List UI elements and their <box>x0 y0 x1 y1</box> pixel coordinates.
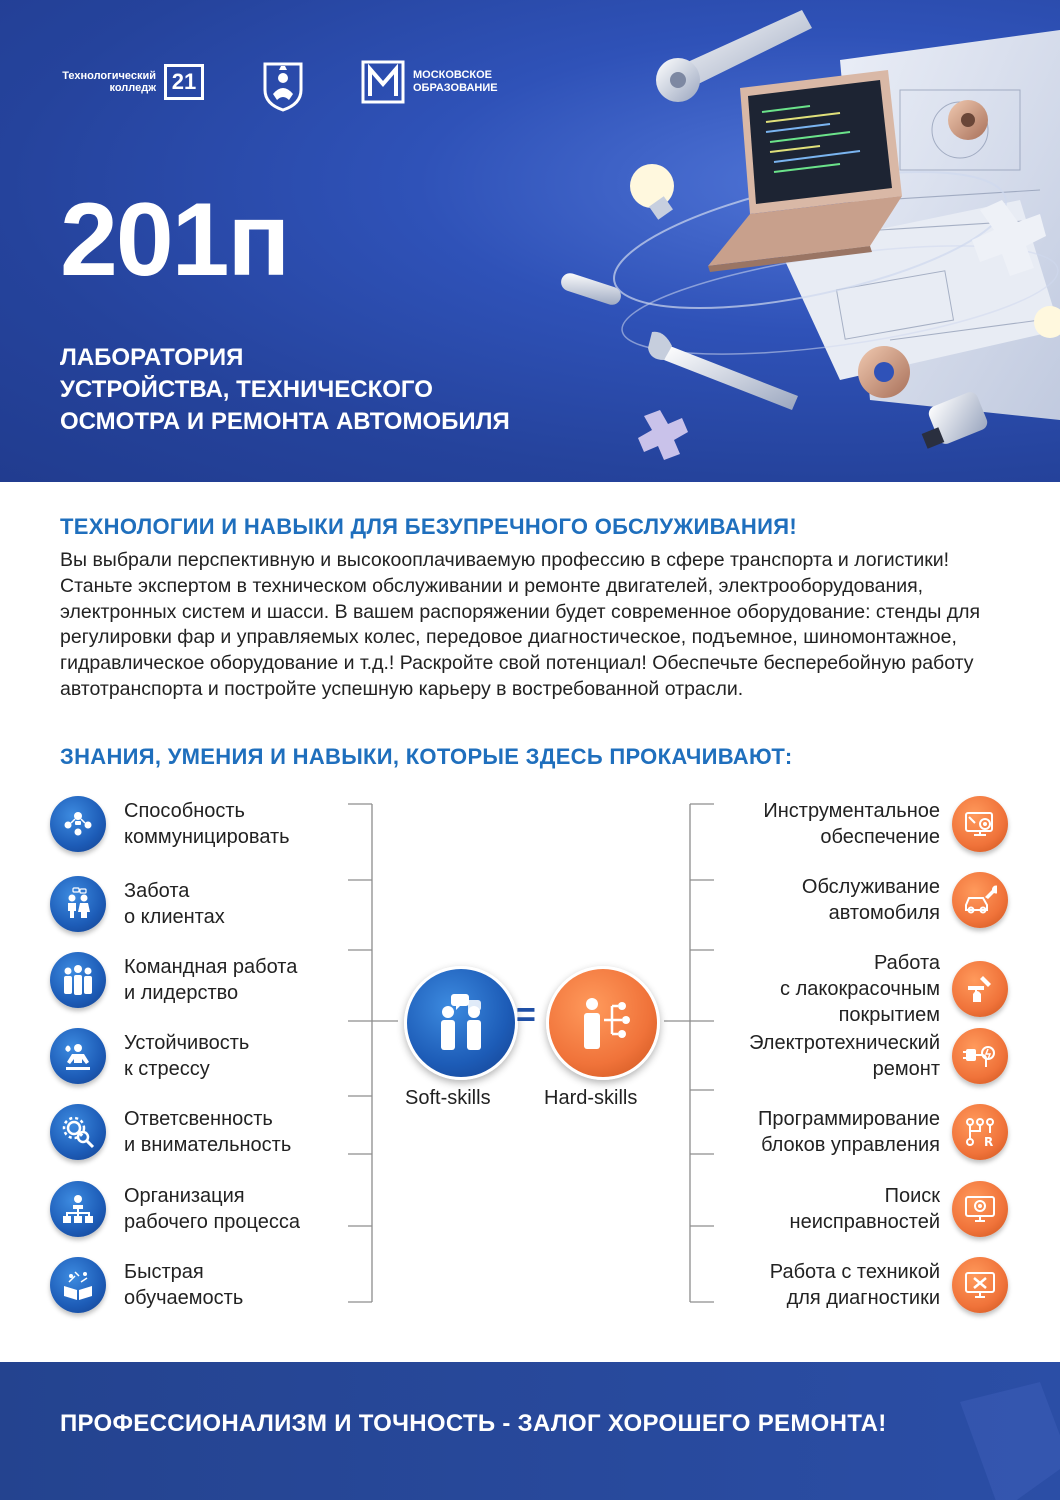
soft-skill-label: рабочего процесса <box>124 1211 301 1233</box>
hard-skill-label: ремонт <box>872 1058 940 1080</box>
hard-skill-item <box>680 950 1008 1028</box>
equals-sign: = <box>516 996 536 1034</box>
footer-banner <box>0 1362 1060 1500</box>
hard-skill-label: обеспечение <box>820 826 940 848</box>
soft-skill-label: и лидерство <box>124 982 239 1004</box>
adjustable-wrench-icon <box>648 332 798 410</box>
svg-text:R: R <box>984 1135 994 1149</box>
lab-title-line: ОСМОТРА И РЕМОНТА АВТОМОБИЛЯ <box>60 408 510 435</box>
soft-skill-item <box>50 1104 354 1160</box>
hard-skill-item <box>680 1104 1008 1160</box>
footer-slogan: ПРОФЕССИОНАЛИЗМ И ТОЧНОСТЬ - ЗАЛОГ ХОРОШЕГО РЕМОНТА! <box>60 1410 887 1437</box>
hard-skill-label: блоков управления <box>761 1134 940 1156</box>
soft-skills-label: Soft-skills <box>405 1087 491 1109</box>
teamwork-icon <box>50 952 106 1008</box>
hard-skill-label: Работа с техникой <box>769 1261 940 1283</box>
soft-skill-label: Забота <box>124 880 190 902</box>
soft-skill-label: Организация <box>124 1185 245 1207</box>
hard-skill-label: автомобиля <box>828 902 940 924</box>
soft-skill-label: о клиентах <box>124 906 225 928</box>
hard-skill-label: Обслуживание <box>801 876 940 898</box>
hard-skills-label: Hard-skills <box>544 1087 638 1109</box>
car-service-wrench-icon <box>952 872 1008 928</box>
college-logo <box>60 64 204 100</box>
soft-skill-label: к стрессу <box>124 1058 210 1080</box>
soft-skill-label: Быстрая <box>124 1261 204 1283</box>
lab-title-line: ЛАБОРАТОРИЯ <box>60 344 244 371</box>
footer-decoration-shape <box>940 1382 1060 1500</box>
communication-icon <box>50 796 106 852</box>
soft-skill-label: обучаемость <box>124 1287 244 1309</box>
lab-title-line: УСТРОЙСТВА, ТЕХНИЧЕСКОГО <box>60 376 433 403</box>
hard-skill-label: Программирование <box>758 1108 940 1130</box>
soft-skill-item <box>50 876 354 932</box>
hard-skill-item <box>680 796 1008 852</box>
soft-skill-item <box>50 1028 354 1084</box>
fast-learning-book-icon <box>50 1257 106 1313</box>
drill-bit-icon <box>948 100 988 140</box>
diagnostic-equipment-icon <box>952 1257 1008 1313</box>
washer-icon <box>858 346 910 398</box>
meditation-stress-icon <box>50 1028 106 1084</box>
hard-skill-label: неисправностей <box>789 1211 940 1233</box>
gears-magnifier-icon <box>50 1104 106 1160</box>
hard-skill-label: с лакокрасочным <box>780 978 940 1000</box>
soft-skill-label: Способность <box>124 800 245 822</box>
fault-search-monitor-icon <box>952 1181 1008 1237</box>
intro-title: ТЕХНОЛОГИИ И НАВЫКИ ДЛЯ БЕЗУПРЕЧНОГО ОБСЛУЖИВАНИЯ! <box>60 514 797 539</box>
soft-skill-label: Ответсвенность <box>124 1108 273 1130</box>
college-logo-text: Технологический колледж <box>62 70 156 94</box>
control-unit-circuit-icon <box>952 1104 1008 1160</box>
header-banner <box>0 0 1060 482</box>
hard-skills-circle-icon <box>546 966 660 1080</box>
light-bulb-icon <box>630 164 674 220</box>
paint-coating-icon <box>952 961 1008 1017</box>
skills-title: ЗНАНИЯ, УМЕНИЯ И НАВЫКИ, КОТОРЫЕ ЗДЕСЬ ПРОКАЧИВАЮТ: <box>60 744 793 769</box>
intro-text: Вы выбрали перспективную и высокооплачиваемую профессию в сфере транспорта и логистики! Станьте экспертом в техническом обслуживании и ремонте двигателей, электрооборудования, электронных систем и шасси. В вашем распоряжении будет современное оборудование: стенды для регулировки фар и управляемых колес, передовое диагностическое, подъемное, шиномонтажное, гидравлическое оборудование и т.д.! Раскройте свой потенциал! Обеспечьте бесперебойную работу автотранспорта и постройте успешную карьеру в востребованной отрасли. <box>60 549 981 700</box>
soft-skill-label: и внимательность <box>124 1134 292 1156</box>
moscow-education-icon <box>361 60 405 104</box>
soft-skill-label: коммуницировать <box>124 826 290 848</box>
hard-skill-label: покрытием <box>838 1004 940 1026</box>
moscow-education-logo <box>361 60 503 104</box>
soft-skill-item <box>50 796 354 852</box>
moscow-education-text: МОСКОВСКОЕ ОБРАЗОВАНИЕ <box>413 69 498 94</box>
soft-skill-label: Устойчивость <box>124 1032 250 1054</box>
hard-skill-label: для диагностики <box>786 1287 940 1309</box>
hard-skill-label: Электротехнический <box>749 1032 940 1054</box>
hard-skill-item <box>680 872 1008 928</box>
electrical-plug-icon <box>952 1028 1008 1084</box>
hard-skill-label: Работа <box>874 952 940 974</box>
soft-skills-circle-icon <box>404 966 518 1080</box>
hard-skill-label: Поиск <box>884 1185 940 1207</box>
hard-skill-label: Инструментальное <box>763 800 940 822</box>
soft-skill-label: Командная работа <box>124 956 298 978</box>
tool-support-gear-icon <box>952 796 1008 852</box>
college-logo-number: 21 <box>164 64 204 100</box>
soft-skill-item <box>50 1257 354 1313</box>
moscow-coat-of-arms-icon <box>259 60 307 112</box>
soft-skill-item <box>50 952 354 1008</box>
hard-skill-item <box>680 1257 1008 1313</box>
workflow-org-icon <box>50 1181 106 1237</box>
client-care-icon <box>50 876 106 932</box>
soft-skill-item <box>50 1181 354 1237</box>
room-number: 201п <box>60 182 289 298</box>
hard-skill-item <box>680 1028 1008 1084</box>
laptop-tools-illustration <box>540 0 1060 482</box>
hard-skill-item <box>680 1181 1008 1237</box>
cross-shape-small <box>638 410 688 460</box>
